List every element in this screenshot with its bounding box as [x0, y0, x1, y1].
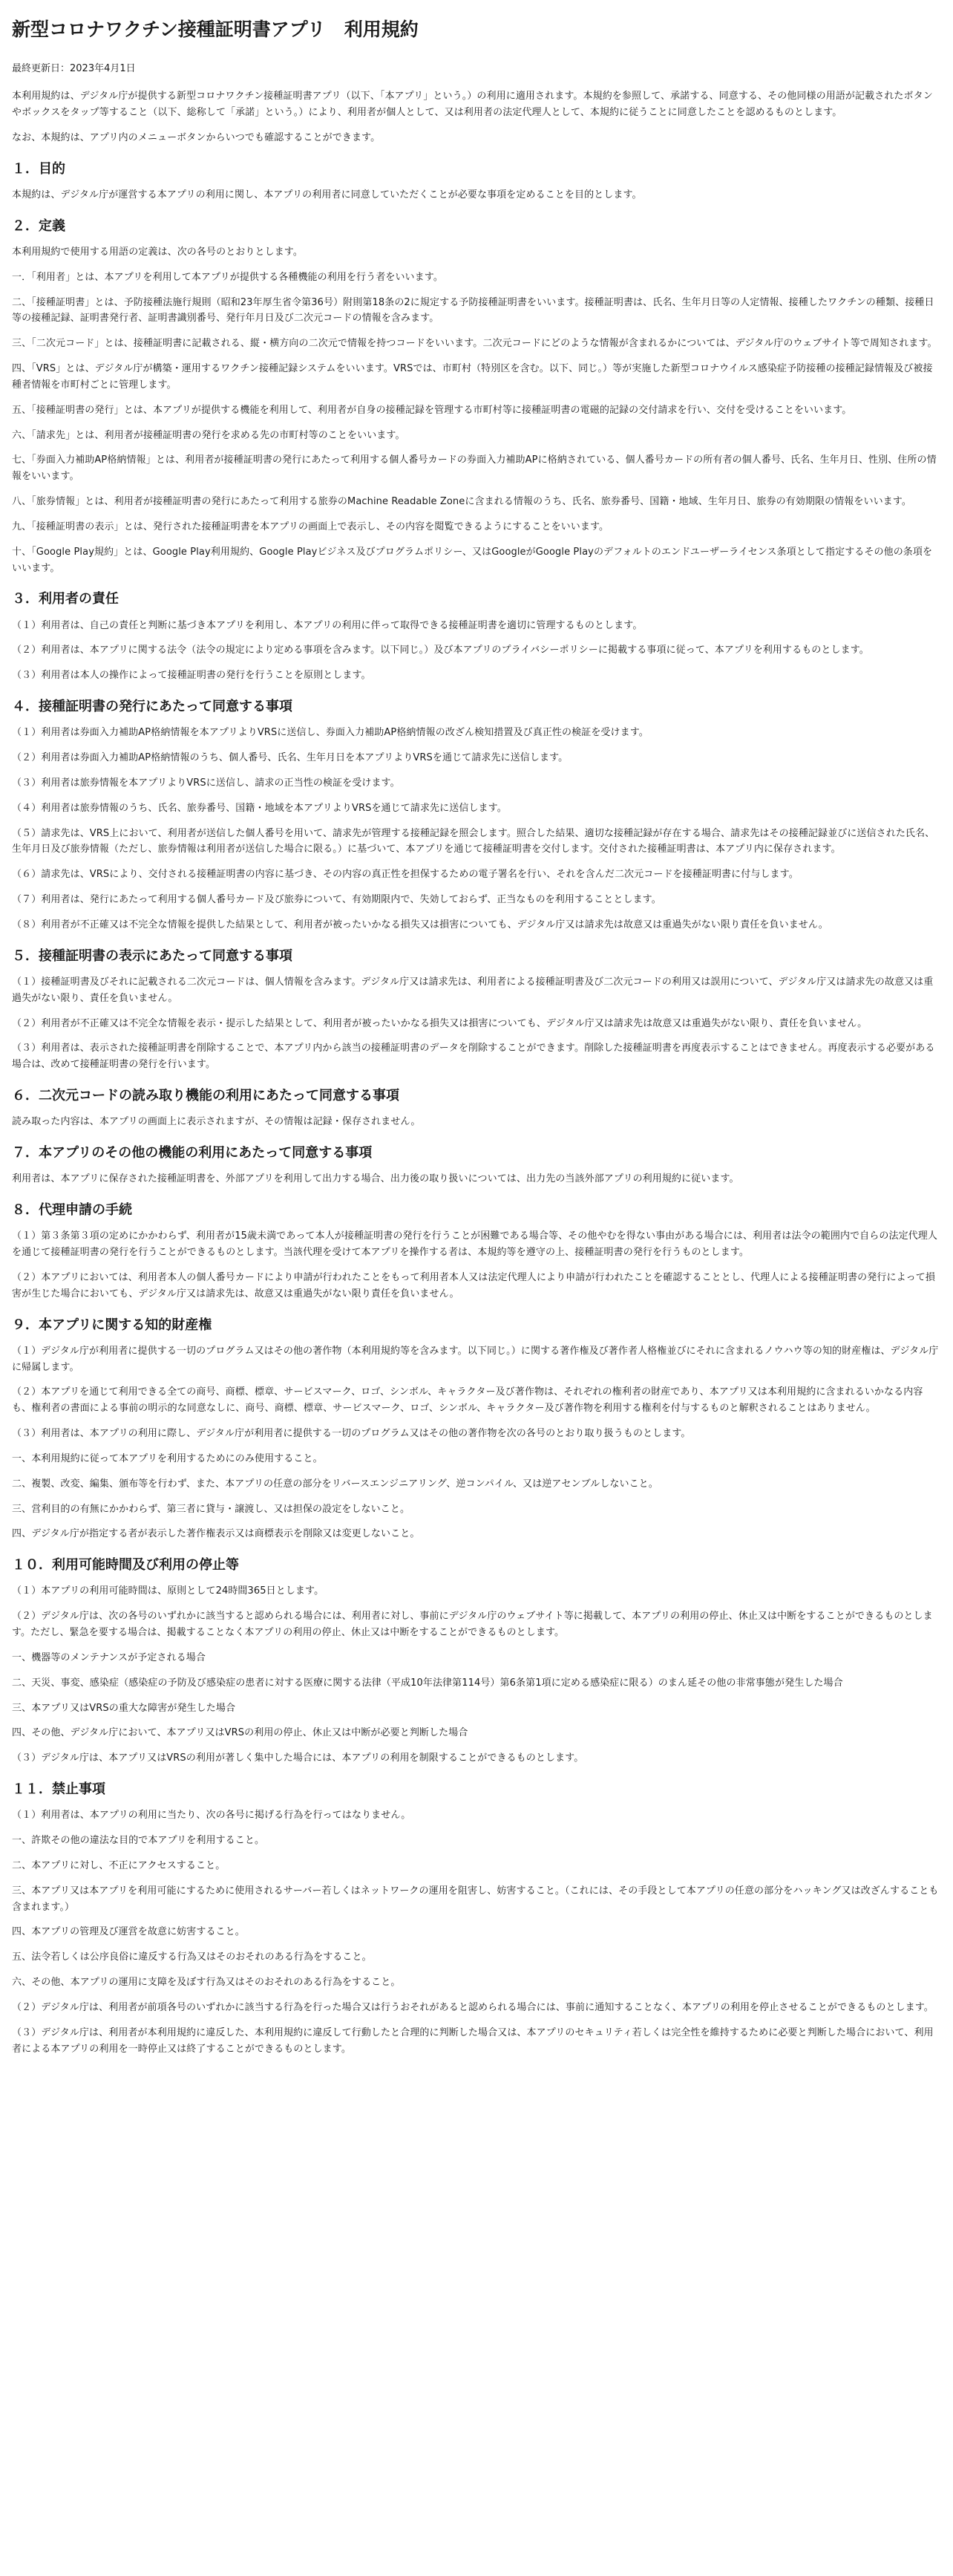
- section-paragraph: （２）利用者が不正確又は不完全な情報を表示・提示した結果として、利用者が被ったいかなる損失又は損害についても、デジタル庁又は請求先は故意又は重過失がない限り、責任を負いません。: [12, 1017, 868, 1029]
- section-paragraph: 一、機器等のメンテナンスが予定される場合: [12, 1651, 206, 1663]
- section-paragraph: （１）利用者は、本アプリの利用に当たり、次の各号に掲げる行為を行ってはなりません。: [12, 1810, 411, 1822]
- terms-section: [12, 1316, 941, 1543]
- section-paragraph: 三、営利目的の有無にかかわらず、第三者に貸与・譲渡し、又は担保の設定をしないこと。: [12, 1503, 410, 1515]
- section-paragraph: 二、天災、事変、感染症（感染症の予防及び感染症の患者に対する医療に関する法律（平成10年法律第114号）第6条第1項に定める感染症に限る）のまん延その他の非常事態が発生した場合: [12, 1677, 843, 1689]
- section-paragraph: 十、「Google Play規約」とは、Google Play利用規約、Google Playビジネス及びプログラムポリシー、又はGoogleがGoogle Playのデフォルトのエンドユーザーライセンス条項として指定するその他の条項をいいます。: [12, 546, 933, 574]
- intro-paragraph: なお、本規約は、アプリ内のメニューボタンからいつでも確認することができます。: [12, 131, 381, 143]
- section-paragraph: （８）利用者が不正確又は不完全な情報を提供した結果として、利用者が被ったいかなる損失又は損害についても、デジタル庁又は請求先は故意又は重過失がない限り責任を負いません。: [12, 919, 828, 930]
- section-paragraph: 七、「券面入力補助AP格納情報」とは、利用者が接種証明書の発行にあたって利用する個人番号カードの券面入力補助APに格納されている、個人番号カードの所有者の個人番号、氏名、生年月日、性別、住所の情報をいいます。: [12, 454, 937, 483]
- section-paragraph: 一、本利用規約に従って本アプリを利用するためにのみ使用すること。: [12, 1452, 323, 1464]
- section-paragraph: 四、本アプリの管理及び運営を故意に妨害すること。: [12, 1926, 245, 1938]
- section-paragraph: （１）利用者は、自己の責任と判断に基づき本アプリを利用し、本アプリの利用に伴って取得できる接種証明書を適切に管理するものとします。: [12, 619, 643, 631]
- terms-section: [12, 217, 941, 577]
- section-paragraph: （１）本アプリの利用可能時間は、原則として24時間365日とします。: [12, 1585, 324, 1597]
- terms-section: [12, 160, 941, 203]
- section-heading: １０．利用可能時間及び利用の停止等: [12, 1557, 239, 1574]
- section-paragraph: 五、法令若しくは公序良俗に違反する行為又はそのおそれのある行為をすること。: [12, 1951, 372, 1963]
- section-paragraph: （１）デジタル庁が利用者に提供する一切のプログラム又はその他の著作物（本利用規約等を含みます。以下同じ。）に関する著作権及び著作者人格権並びにそれに含まれるノウハウ等の知的財産権は、デジタル庁に帰属します。: [12, 1345, 939, 1373]
- terms-section: [12, 1201, 941, 1302]
- section-heading: ２．定義: [12, 218, 65, 234]
- section-paragraph: 三、「二次元コード」とは、接種証明書に記載される、縦・横方向の二次元で情報を持つコードをいいます。二次元コードにどのような情報が含まれるかについては、デジタル庁のウェブサイト等で周知されます。: [12, 338, 937, 350]
- section-paragraph: （３）利用者は、本アプリの利用に際し、デジタル庁が利用者に提供する一切のプログラム又はその他の著作物を次の各号のとおり取り扱うものとします。: [12, 1428, 691, 1440]
- section-paragraph: 六、「請求先」とは、利用者が接種証明書の発行を求める先の市町村等のことをいいます。: [12, 429, 405, 441]
- section-heading: ４．接種証明書の発行にあたって同意する事項: [12, 699, 292, 715]
- section-heading: ９．本アプリに関する知的財産権: [12, 1317, 212, 1333]
- section-paragraph: 利用者は、本アプリに保存された接種証明書を、外部アプリを利用して出力する場合、出力後の取り扱いについては、出力先の当該外部アプリの利用規約に従います。: [12, 1173, 739, 1185]
- section-paragraph: （５）請求先は、VRS上において、利用者が送信した個人番号を用いて、請求先が管理する接種記録を照会します。照合した結果、適切な接種記録が存在する場合、請求先はその接種記録並びに送信された氏名、生年月日及び旅券情報（ただし、旅券情報は利用者が送信した場合に限る。）に基づいて、本アプリを通じて接種証明書を交付します。交付された接種証明書は、本アプリ内に保存されます。: [12, 827, 935, 855]
- section-paragraph: （２）デジタル庁は、次の各号のいずれかに該当すると認められる場合には、利用者に対し、事前にデジタル庁のウェブサイト等に掲載して、本アプリの利用の停止、休止又は中断をすることができるものとします。ただし、緊急を要する場合は、掲載することなく本アプリの利用の停止、休止又は中断をすることができるものとします。: [12, 1611, 933, 1639]
- section-paragraph: （２）デジタル庁は、利用者が前項各号のいずれかに該当する行為を行った場合又は行うおそれがあると認められる場合には、事前に通知することなく、本アプリの利用を停止させることができるものとします。: [12, 2001, 934, 2013]
- section-paragraph: 本規約は、デジタル庁が運営する本アプリの利用に関し、本アプリの利用者に同意していただくことが必要な事項を定めることを目的とします。: [12, 189, 642, 200]
- section-paragraph: （１）接種証明書及びそれに記載される二次元コードは、個人情報を含みます。デジタル庁又は請求先は、利用者による接種証明書及び二次元コードの利用又は誤用について、デジタル庁又は請求先の故意又は重過失がない限り、責任を負いません。: [12, 976, 934, 1004]
- section-paragraph: （４）利用者は旅券情報のうち、氏名、旅券番号、国籍・地域を本アプリよりVRSを通じて請求先に送信します。: [12, 802, 507, 814]
- section-paragraph: 本利用規約で使用する用語の定義は、次の各号のとおりとします。: [12, 246, 303, 258]
- intro-paragraph: 本利用規約は、デジタル庁が提供する新型コロナワクチン接種証明書アプリ（以下、「本アプリ」という。）の利用に適用されます。本規約を参照して、承諾する、同意する、その他同様の用語が記載されたボタンやボックスをタップ等すること（以下、総称して「承諾」という。）により、利用者が個人として、又は利用者の法定代理人として、本規約に従うことに同意したことを認めるものとします。: [12, 91, 933, 119]
- section-paragraph: （６）請求先は、VRSにより、交付される接種証明書の内容に基づき、その内容の真正性を担保するための電子署名を行い、それを含んだ二次元コードを接種証明書に付与します。: [12, 869, 799, 881]
- section-paragraph: 八、「旅券情報」とは、利用者が接種証明書の発行にあたって利用する旅券のMachine Readable Zoneに含まれる情報のうち、氏名、旅券番号、国籍・地域、生年月日、旅券の有効期限の情報をいいます。: [12, 496, 911, 508]
- section-paragraph: （２）本アプリを通じて利用できる全ての商号、商標、標章、サービスマーク、ロゴ、シンボル、キャラクター及び著作物は、それぞれの権利者の財産であり、本アプリ又は本利用規約に含まれるいかなる内容も、権利者の書面による事前の明示的な同意なしに、商号、商標、標章、サービスマーク、ロゴ、シンボル、キャラクター及び著作物を利用する権利を付与するものと解釈されることはありません。: [12, 1386, 923, 1415]
- section-paragraph: （２）本アプリにおいては、利用者本人の個人番号カードにより申請が行われたことをもって利用者本人又は法定代理人により申請が行われたことを確認することとし、代理人による接種証明書の発行によって損害が生じた場合においても、デジタル庁又は請求先は、故意又は重過失がない限り責任を負いません。: [12, 1271, 935, 1300]
- terms-section: [12, 590, 941, 684]
- terms-section: [12, 1780, 941, 2057]
- section-paragraph: （３）デジタル庁は、本アプリ又はVRSの利用が著しく集中した場合には、本アプリの利用を制限することができるものとします。: [12, 1752, 584, 1764]
- section-heading: ３．利用者の責任: [12, 591, 119, 607]
- section-paragraph: （３）デジタル庁は、利用者が本利用規約に違反した、本利用規約に違反して行動したと合理的に判断した場合又は、本アプリのセキュリティ若しくは完全性を維持するために必要と判断した場合において、利用者による本アプリの利用を一時停止又は終了することができるものとします。: [12, 2026, 934, 2055]
- section-paragraph: 一、許欺その他の違法な目的で本アプリを利用すること。: [12, 1835, 265, 1847]
- section-paragraph: （１）利用者は券面入力補助AP格納情報を本アプリよりVRSに送信し、券面入力補助AP格納情報の改ざん検知措置及び真正性の検証を受けます。: [12, 727, 649, 739]
- section-paragraph: 四、「VRS」とは、デジタル庁が構築・運用するワクチン接種記録システムをいいます。VRSでは、市町村（特別区を含む。以下、同じ。）等が実施した新型コロナウイルス感染症予防接種の接種記録情報及び被接種者情報を市町村ごとに管理します。: [12, 363, 933, 391]
- terms-section: [12, 1144, 941, 1187]
- terms-section: [12, 1556, 941, 1767]
- page-title: 新型コロナワクチン接種証明書アプリ 利用規約: [12, 19, 419, 40]
- section-paragraph: （１）第３条第３項の定めにかかわらず、利用者が15歳未満であって本人が接種証明書の発行を行うことが困難である場合等、その他やむを得ない事由がある場合には、利用者は法令の範囲内で自らの法定代理人を通じて接種証明書の発行を行うことができるものとします。当該代理を受けて本アプリを操作する者は、本規約等を遵守の上、接種証明書の発行を行うものとします。: [12, 1230, 937, 1259]
- intro-block: [12, 88, 941, 146]
- section-paragraph: 三、本アプリ又は本アプリを利用可能にするために使用されるサーバー若しくはネットワークの運用を阻害し、妨害すること。（これには、その手段として本アプリの任意の部分をハッキング又は改ざんすることも含まれます。）: [12, 1885, 939, 1913]
- section-paragraph: 三、本アプリ又はVRSの重大な障害が発生した場合: [12, 1702, 236, 1714]
- section-heading: １１．禁止事項: [12, 1781, 105, 1798]
- section-paragraph: 五、「接種証明書の発行」とは、本アプリが提供する機能を利用して、利用者が自身の接種記録を管理する市町村等に接種証明書の電磁的記録の交付請求を行い、交付を受けることをいいます。: [12, 404, 852, 416]
- section-heading: ７．本アプリのその他の機能の利用にあたって同意する事項: [12, 1145, 373, 1161]
- section-paragraph: 二、「接種証明書」とは、予防接種法施行規則（昭和23年厚生省令第36号）附則第18条の2に規定する予防接種証明書をいいます。接種証明書は、氏名、生年月日等の人定情報、接種したワクチンの種類、接種日等の接種記録、証明書発行者、証明書識別番号、発行年月日及び二次元コードの情報を含みます。: [12, 296, 934, 325]
- sections-container: [12, 160, 941, 2058]
- section-paragraph: 九、「接種証明書の表示」とは、発行された接種証明書を本アプリの画面上で表示し、その内容を閲覧できるようにすることをいいます。: [12, 521, 609, 532]
- terms-section: [12, 697, 941, 933]
- last-updated-date: 最終更新日：2023年4月1日: [12, 62, 136, 74]
- section-paragraph: （２）利用者は券面入力補助AP格納情報のうち、個人番号、氏名、生年月日を本アプリよりVRSを通じて請求先に送信します。: [12, 752, 569, 764]
- section-paragraph: 四、その他、デジタル庁において、本アプリ又はVRSの利用の停止、休止又は中断が必要と判断した場合: [12, 1727, 468, 1739]
- section-paragraph: 読み取った内容は、本アプリの画面上に表示されますが、その情報は記録・保存されません。: [12, 1116, 421, 1128]
- section-paragraph: 六、その他、本アプリの運用に支障を及ぼす行為又はそのおそれのある行為をすること。: [12, 1977, 401, 1989]
- terms-section: [12, 947, 941, 1073]
- section-paragraph: （３）利用者は本人の操作によって接種証明書の発行を行うことを原則とします。: [12, 670, 371, 682]
- section-paragraph: 二、複製、改変、編集、頒布等を行わず、また、本アプリの任意の部分をリバースエンジニアリング、逆コンパイル、又は逆アセンブルしないこと。: [12, 1478, 658, 1490]
- section-heading: ８．代理申請の手続: [12, 1202, 132, 1219]
- section-paragraph: 四、デジタル庁が指定する者が表示した著作権表示又は商標表示を削除又は変更しないこと。: [12, 1528, 420, 1540]
- section-paragraph: （３）利用者は旅券情報を本アプリよりVRSに送信し、請求の正当性の検証を受けます。: [12, 777, 400, 789]
- section-heading: ６．二次元コードの読み取り機能の利用にあたって同意する事項: [12, 1088, 399, 1104]
- terms-section: [12, 1086, 941, 1130]
- section-paragraph: 一．「利用者」とは、本アプリを利用して本アプリが提供する各種機能の利用を行う者をいいます。: [12, 271, 443, 283]
- section-heading: ５．接種証明書の表示にあたって同意する事項: [12, 948, 292, 964]
- section-paragraph: （７）利用者は、発行にあたって利用する個人番号カード及び旅券について、有効期限内で、失効しておらず、正当なものを利用することとします。: [12, 894, 661, 906]
- section-paragraph: （２）利用者は、本アプリに関する法令（法令の規定により定める事項を含みます。以下同じ。）及び本アプリのプライバシーポリシーに掲載する事項に従って、本アプリを利用するものとします。: [12, 645, 869, 656]
- section-heading: １．目的: [12, 160, 65, 177]
- section-paragraph: 二、本アプリに対し、不正にアクセスすること。: [12, 1859, 226, 1871]
- section-paragraph: （３）利用者は、表示された接種証明書を削除することで、本アプリ内から該当の接種証明書のデータを削除することができます。削除した接種証明書を再度表示することはできません。再度表示する必要がある場合は、改めて接種証明書の発行を行います。: [12, 1043, 935, 1071]
